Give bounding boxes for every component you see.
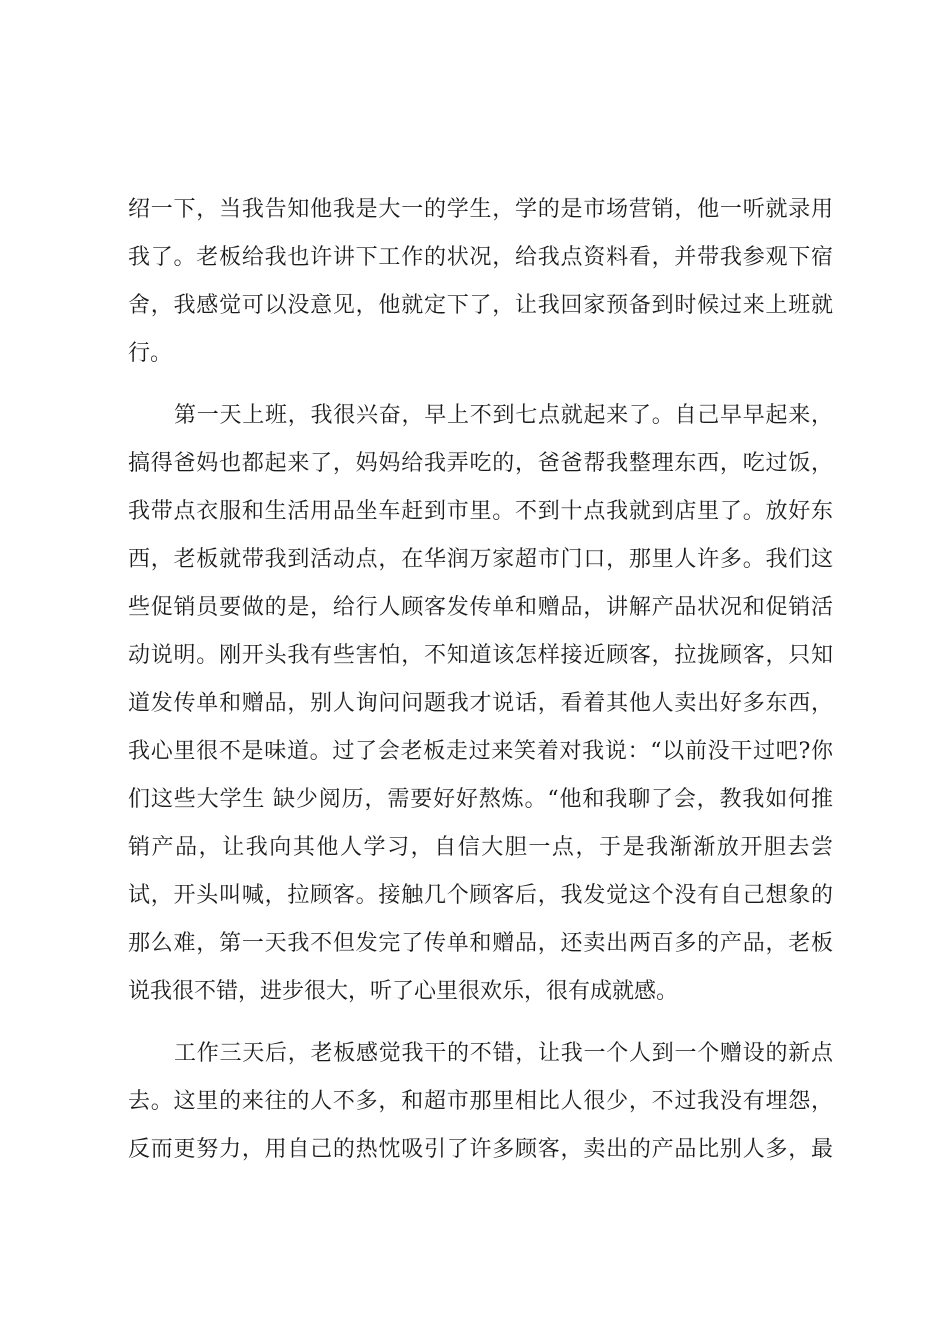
text-line: 销产品，让我向其他人学习，自信大胆一点，于是我渐渐放开胆去尝	[128, 835, 833, 860]
text-line: 反而更努力，用自己的热忱吸引了许多顾客，卖出的产品比别人多，最	[128, 1137, 833, 1162]
text-line: 那么难，第一天我不但发完了传单和赠品，还卖出两百多的产品，老板	[128, 931, 833, 956]
text-line: 们这些大学生 缺少阅历，需要好好熬炼。“他和我聊了会，教我如何推	[128, 787, 833, 812]
text-line: 动说明。刚开头我有些害怕，不知道该怎样接近顾客，拉拢顾客，只知	[128, 643, 833, 668]
text-line: 说我很不错，进步很大，听了心里很欢乐，很有成就感。	[128, 979, 679, 1004]
text-line: 搞得爸妈也都起来了，妈妈给我弄吃的，爸爸帮我整理东西，吃过饭，	[128, 451, 833, 476]
text-line: 舍，我感觉可以没意见，他就定下了，让我回家预备到时候过来上班就	[128, 293, 833, 318]
text-line: 我了。老板给我也许讲下工作的状况，给我点资料看，并带我参观下宿	[128, 245, 833, 270]
text-line: 试，开头叫喊，拉顾客。接触几个顾客后，我发觉这个没有自己想象的	[128, 883, 833, 908]
text-line: 道发传单和赠品，别人询问问题我才说话，看着其他人卖出好多东西，	[128, 691, 833, 716]
text-line: 绍一下，当我告知他我是大一的学生，学的是市场营销，他一听就录用	[128, 197, 833, 222]
paragraph-first-line: 工作三天后，老板感觉我干的不错，让我一个人到一个赠设的新点	[174, 1041, 833, 1066]
text-line: 行。	[128, 341, 173, 366]
text-line: 些促销员要做的是，给行人顾客发传单和赠品，讲解产品状况和促销活	[128, 595, 833, 620]
paragraph-first-line: 第一天上班，我很兴奋，早上不到七点就起来了。自己早早起来，	[174, 403, 833, 428]
text-line: 我心里很不是味道。过了会老板走过来笑着对我说：“以前没干过吧?你	[128, 739, 833, 764]
text-line: 西，老板就带我到活动点，在华润万家超市门口，那里人许多。我们这	[128, 547, 833, 572]
text-line: 去。这里的来往的人不多，和超市那里相比人很少，不过我没有埋怨，	[128, 1089, 833, 1114]
text-line: 我带点衣服和生活用品坐车赶到市里。不到十点我就到店里了。放好东	[128, 499, 833, 524]
